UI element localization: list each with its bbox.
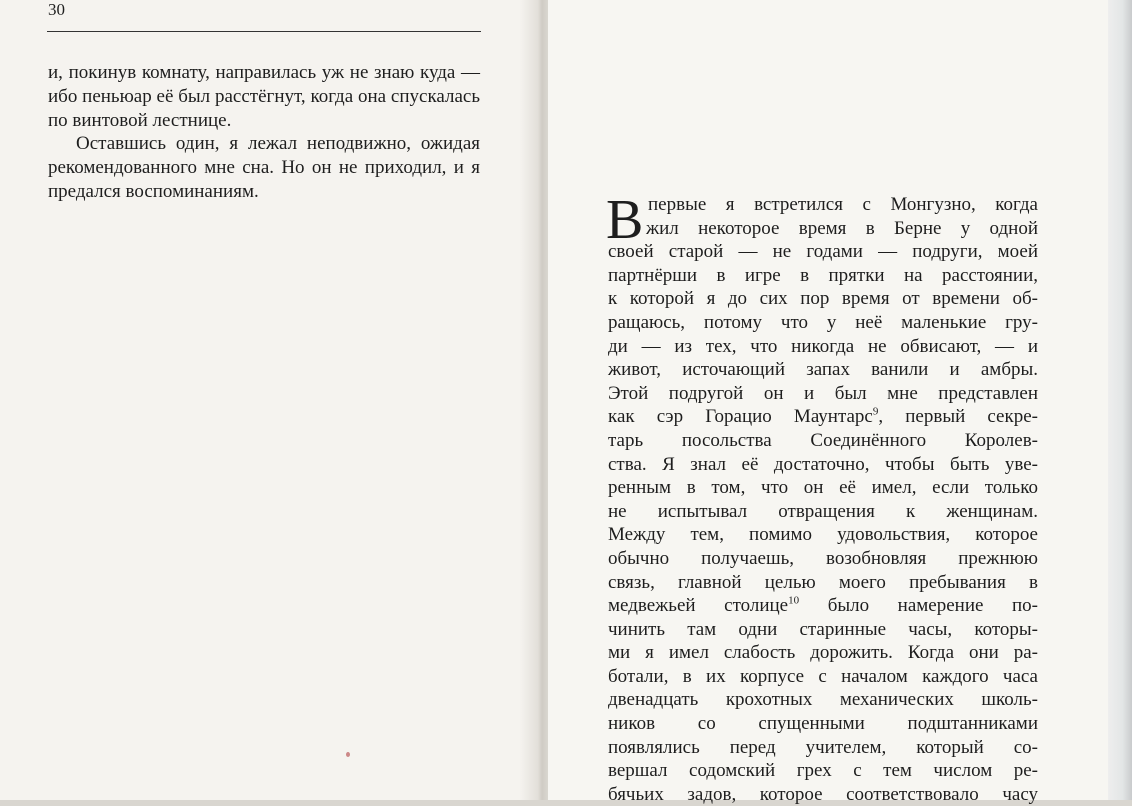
text-line: ди — из тех, что никогда не обвисают, — и — [608, 335, 1038, 357]
left-page-text — [48, 61, 480, 204]
text-fragment: , первый секре- — [878, 406, 1038, 428]
text-fragment: как сэр Горацио Маунтарс — [608, 406, 873, 428]
footnote-ref: 10 — [788, 594, 800, 607]
text-line: связь, главной целью моего пребывания в — [608, 571, 1038, 593]
left-page — [0, 0, 535, 800]
text-line: ращаюсь, потому что у неё маленькие гру- — [608, 311, 1038, 333]
text-line: Между тем, помимо удовольствия, которое — [608, 524, 1038, 546]
text-line: обычно получаешь, возобновляя прежнюю — [608, 547, 1038, 569]
page-number: 30 — [48, 0, 65, 19]
text-line: ботали, в их корпусе с началом каждого часа — [608, 665, 1038, 687]
text-line-with-footnote — [608, 594, 1038, 618]
text-line: Этой подругой он и был мне представлен — [608, 382, 1038, 404]
text-line: не испытывал отвращения к женщинам. — [608, 500, 1038, 522]
text-line: ренным в том, что он её имел, если только — [608, 477, 1038, 499]
text-line: бячьих задов, которое соответствовало часу — [608, 783, 1038, 805]
text-line: партнёрши в игре в прятки на расстоянии, — [608, 264, 1038, 286]
text-line: ми я имел слабость дорожить. Когда они ра- — [608, 642, 1038, 664]
text-line: своей старой — не годами — подруги, моей — [608, 241, 1038, 263]
text-fragment: медвежьей столице — [608, 595, 789, 617]
paragraph: и, покинув комнату, направилась уж не знаю куда — ибо пеньюар её был расстёгнут, когда она спускалась по винтовой лестнице. — [48, 62, 480, 131]
text-line-with-footnote — [608, 405, 1038, 429]
text-line: к которой я до сих пор время от времени об- — [608, 288, 1038, 310]
text-line: двенадцать крохотных механических школь- — [608, 689, 1038, 711]
page-edges — [1108, 0, 1132, 800]
page-speck — [346, 752, 350, 757]
text-line: вершал содомский грех с тем числом ре- — [608, 760, 1038, 782]
footnote-ref: 9 — [872, 406, 879, 419]
text-line: жил некоторое время в Берне у одной — [646, 217, 1038, 239]
text-fragment: было намерение по- — [799, 595, 1039, 617]
text-line: появлялись перед учителем, который со- — [608, 736, 1038, 758]
right-page-text — [606, 189, 1039, 806]
text-line: тарь посольства Соединённого Королев- — [608, 429, 1038, 451]
text-line: живот, источающий запах ванили и амбры. — [608, 359, 1038, 381]
drop-cap: В — [606, 189, 644, 251]
text-line: ников со спущенными подштанниками — [608, 713, 1038, 735]
header-rule — [47, 31, 481, 32]
text-line: первые я встретился с Монгузно, когда — [648, 194, 1038, 215]
text-line: чинить там одни старинные часы, которы- — [608, 618, 1038, 640]
paragraph: Оставшись один, я лежал неподвижно, ожидая рекомендованного мне сна. Но он не приходил, и я предался воспоминаниям. — [48, 133, 480, 202]
text-line: ства. Я знал её достаточно, чтобы быть уве- — [608, 453, 1038, 475]
